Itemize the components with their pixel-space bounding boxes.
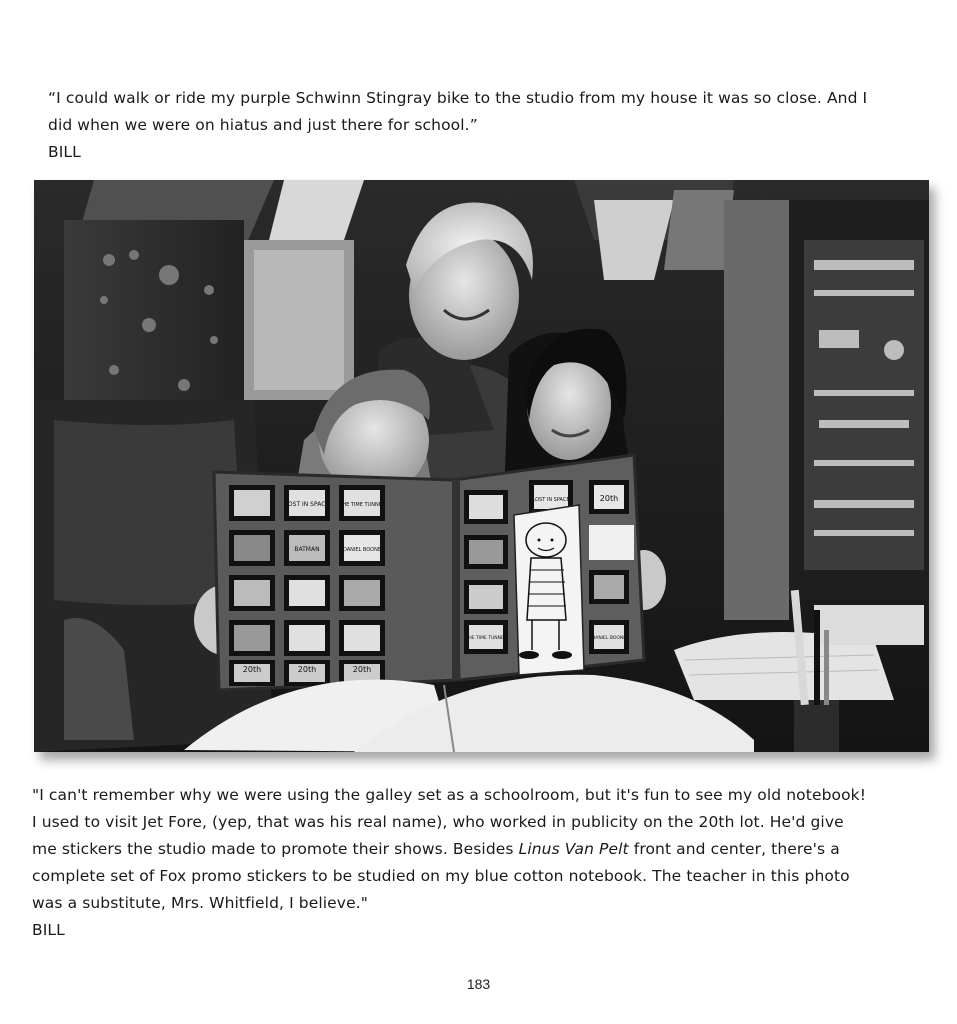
sticker-20th-right: 20th — [599, 494, 619, 503]
sticker-time-tunnel-right: THE TIME TUNNEL — [465, 636, 507, 641]
sticker-20th-a: 20th — [242, 665, 262, 674]
sticker-daniel-boone: DANIEL BOONE — [342, 547, 382, 553]
bottom-quote-line-4: complete set of Fox promo stickers to be studied on my blue cotton notebook. The teacher in this photo — [32, 867, 850, 885]
bottom-quote-line-3b: front and center, there's a — [628, 840, 840, 858]
sticker-lost-in-space: LOST IN SPACE — [284, 501, 330, 508]
page-number: 183 — [466, 976, 491, 992]
bottom-quote-attribution: BILL — [32, 921, 65, 939]
bottom-quote-line-3 — [32, 836, 912, 863]
bottom-quote-line-1: "I can't remember why we were using the galley set as a schoolroom, but it's fun to see my old notebook! — [32, 786, 867, 804]
sticker-daniel-boone-right: DANIEL BOONE — [591, 636, 627, 641]
top-quote — [48, 85, 918, 166]
linus-sticker — [514, 505, 584, 675]
bottom-quote-line-5: was a substitute, Mrs. Whitfield, I believe." — [32, 894, 368, 912]
bottom-quote-line-3a: me stickers the studio made to promote their shows. Besides — [32, 840, 519, 858]
bottom-quote-line-2: I used to visit Jet Fore, (yep, that was his real name), who worked in publicity on the 20th lot. He'd give — [32, 813, 844, 831]
left-sticker-grid — [229, 485, 385, 686]
bottom-quote — [32, 782, 912, 944]
black-and-white-photo — [34, 180, 929, 752]
sticker-notebook — [214, 455, 644, 690]
sticker-20th-b: 20th — [297, 665, 317, 674]
top-quote-line-1: “I could walk or ride my purple Schwinn Stingray bike to the studio from my house it was so close. And I — [48, 89, 868, 107]
sticker-batman: BATMAN — [294, 546, 320, 553]
top-quote-line-2: did when we were on hiatus and just there for school.” — [48, 116, 478, 134]
sticker-20th-c: 20th — [352, 665, 372, 674]
sticker-lost-in-space-right: LOST IN SPACE — [532, 497, 570, 503]
linus-van-pelt-name: Linus Van Pelt — [518, 840, 629, 858]
sticker-time-tunnel: THE TIME TUNNEL — [339, 502, 385, 508]
top-quote-attribution: BILL — [48, 143, 81, 161]
